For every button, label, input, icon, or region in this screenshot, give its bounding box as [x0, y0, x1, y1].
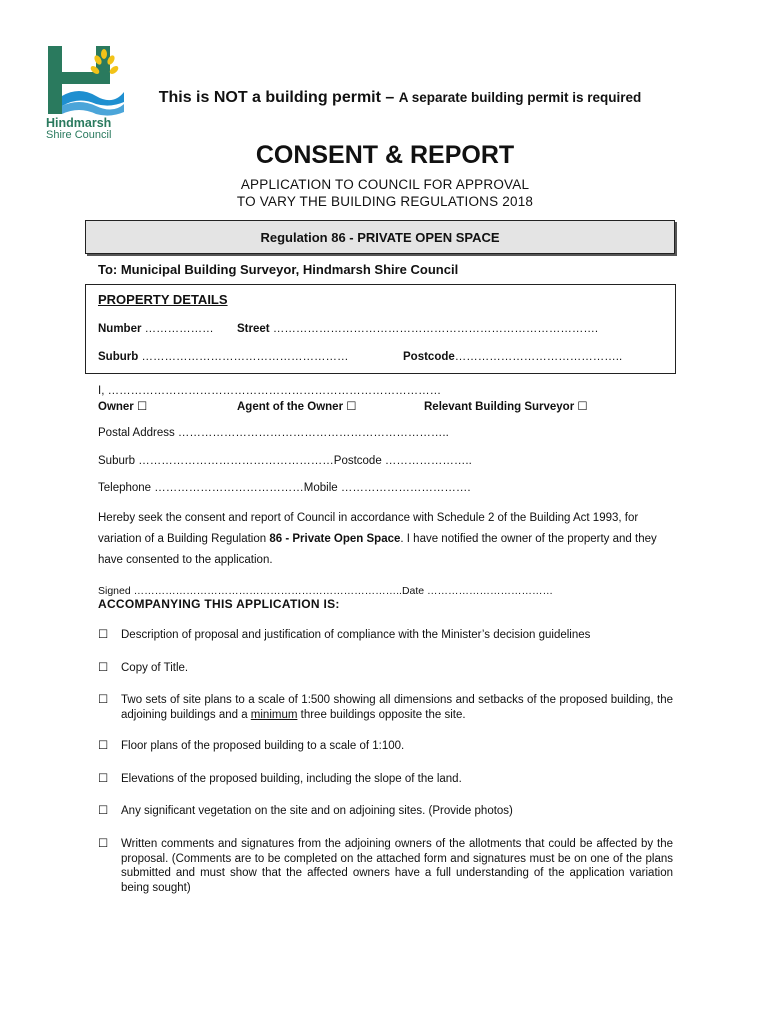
permit-notice: [150, 89, 650, 106]
owner-checkbox[interactable]: Owner ☐: [98, 401, 148, 413]
notice-part1: This is NOT a building permit –: [158, 89, 399, 106]
item-text: [121, 693, 673, 722]
checklist-item-floor-plans[interactable]: [98, 739, 673, 754]
checklist-item-description[interactable]: [98, 628, 673, 643]
applicant-suburb-field[interactable]: Suburb ……………………………………………Postcode …………………..: [98, 455, 472, 467]
suburb-label: Suburb: [98, 351, 139, 363]
regulation-box: Regulation 86 - PRIVATE OPEN SPACE: [85, 220, 675, 254]
number-label: Number: [98, 323, 142, 335]
checklist-item-written-comments[interactable]: [98, 837, 673, 895]
street-dots: ………………………………………………………………………….: [272, 323, 599, 335]
checkbox-icon[interactable]: ☐: [98, 740, 109, 752]
declaration-paragraph: [98, 508, 668, 571]
postcode-dots: ……………………………………..: [454, 351, 623, 363]
checklist-item-vegetation[interactable]: [98, 804, 673, 819]
checkbox-icon[interactable]: ☐: [98, 805, 109, 817]
logo-name: Hindmarsh: [46, 116, 112, 130]
signature-date-field[interactable]: Signed …………………………………………………………………..Date ………………………………: [98, 585, 554, 597]
declaration-part2: . I have notified the owner of the property and they have consented to the application.: [98, 533, 657, 566]
property-details-heading: PROPERTY DETAILS: [98, 292, 228, 307]
postal-address-field[interactable]: Postal Address ……………………………………………………………..: [98, 427, 449, 439]
declaration-bold: 86 - Private Open Space: [269, 533, 401, 545]
postcode-field[interactable]: [403, 351, 622, 363]
logo-subname: Shire Council: [46, 129, 112, 141]
street-label: Street: [237, 323, 270, 335]
item-text-main: Two sets of site plans to a scale of 1:500 showing all dimensions and setbacks of the proposed building, the adjoining buildings and a: [121, 694, 673, 721]
checkbox-icon[interactable]: ☐: [98, 773, 109, 785]
item-text: Elevations of the proposed building, including the slope of the land.: [121, 773, 462, 785]
subtitle-line2: TO VARY THE BUILDING REGULATIONS 2018: [236, 193, 534, 209]
item-text: Floor plans of the proposed building to a scale of 1:100.: [121, 740, 405, 752]
page-subtitle: [0, 177, 770, 210]
addressee-line: To: Municipal Building Surveyor, Hindmarsh Shire Council: [98, 262, 459, 277]
checklist-item-site-plans[interactable]: [98, 693, 673, 722]
checkbox-icon[interactable]: ☐: [98, 662, 109, 674]
item-text: Copy of Title.: [121, 662, 189, 674]
item-text: Written comments and signatures from the adjoining owners of the allotments that could be affected by the proposal. (Comments are to be completed on the attached form and signatures must be on one of the plans submitted and must show that the affected owners have a full understanding of the application variation being sought): [121, 838, 673, 894]
item-text: Any significant vegetation on the site and on adjoining sites. (Provide photos): [121, 805, 513, 817]
suburb-field[interactable]: [98, 351, 348, 363]
item-text: Description of proposal and justification of compliance with the Minister’s decision guidelines: [121, 629, 591, 641]
page-title: CONSENT & REPORT: [255, 141, 515, 169]
suburb-dots: ………………………………………………: [141, 351, 349, 363]
number-dots: ………………: [144, 323, 214, 335]
item-text-underlined: minimum: [250, 708, 298, 721]
checkbox-icon[interactable]: ☐: [98, 694, 109, 706]
declaration-part1: Hereby seek the consent and report of Council in accordance with Schedule 2 of the Building Act 1993, for variation of a Building Regulation: [98, 512, 639, 545]
surveyor-checkbox[interactable]: Relevant Building Surveyor ☐: [424, 401, 588, 413]
street-field[interactable]: [237, 323, 598, 335]
item-text-tail: three buildings opposite the site.: [297, 708, 466, 721]
telephone-field[interactable]: Telephone …………………………………Mobile …………………………….: [98, 482, 471, 494]
postcode-label: Postcode: [403, 351, 455, 363]
applicant-name-field[interactable]: I, ……………………………………………………………………………: [98, 385, 442, 397]
number-field[interactable]: [98, 323, 214, 335]
checklist-item-elevations[interactable]: [98, 772, 673, 787]
checkbox-icon[interactable]: ☐: [98, 838, 109, 850]
agent-checkbox[interactable]: Agent of the Owner ☐: [237, 401, 357, 413]
checklist-item-title[interactable]: [98, 661, 673, 676]
subtitle-line1: APPLICATION TO COUNCIL FOR APPROVAL: [240, 177, 530, 192]
notice-part2: A separate building permit is required: [398, 90, 642, 105]
accompanying-heading: ACCOMPANYING THIS APPLICATION IS:: [98, 597, 340, 611]
checkbox-icon[interactable]: ☐: [98, 629, 109, 641]
